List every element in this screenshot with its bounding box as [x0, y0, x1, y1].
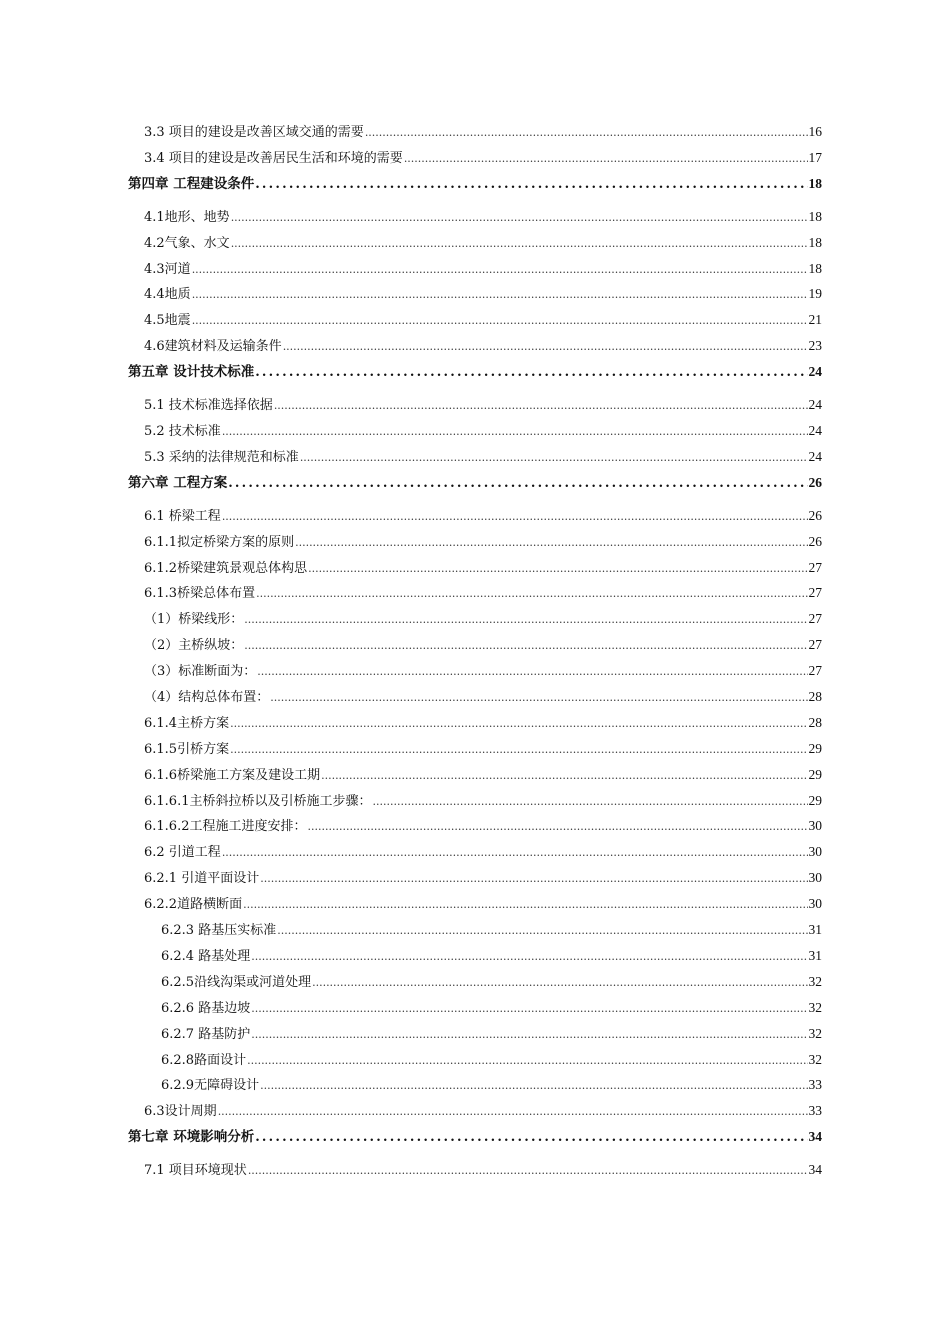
toc-entry-page: 29	[808, 740, 822, 756]
toc-entry[interactable]	[128, 286, 822, 303]
dot-leader	[255, 1130, 807, 1146]
toc-entry-page: 16	[808, 124, 822, 139]
toc-entry[interactable]	[128, 611, 822, 628]
toc-entry[interactable]	[128, 560, 822, 577]
toc-entry-title: 6.1.1拟定桥梁方案的原则	[144, 534, 295, 550]
toc-entry-title: 6.2.5沿线沟渠或河道处理	[161, 974, 312, 990]
dot-leader	[228, 476, 807, 492]
toc-entry-title: 6.2.7 路基防护	[161, 1026, 251, 1042]
toc-entry-title: 4.6建筑材料及运输条件	[144, 339, 282, 355]
dot-leader	[251, 949, 807, 965]
toc-entry[interactable]	[128, 689, 822, 706]
toc-entry[interactable]	[128, 124, 822, 141]
toc-entry-page: 30	[808, 844, 822, 860]
dot-leader	[365, 125, 808, 141]
toc-entry[interactable]	[128, 870, 822, 887]
toc-entry-title: 4.4地质	[144, 287, 191, 303]
toc-entry[interactable]	[128, 1077, 822, 1094]
dot-leader	[283, 339, 808, 355]
toc-entry-page: 31	[808, 922, 822, 938]
toc-entry[interactable]	[128, 948, 822, 965]
toc-entry-page: 31	[808, 947, 822, 963]
toc-entry[interactable]	[128, 397, 822, 414]
toc-chapter-entry[interactable]	[128, 475, 822, 492]
toc-entry-page: 32	[808, 1025, 822, 1041]
toc-entry-title: 6.1.2桥梁建筑景观总体构思	[144, 560, 308, 576]
toc-entry-title: （3）标准断面为：	[144, 664, 257, 680]
toc-entry-title: （2）主桥纵坡：	[144, 638, 244, 654]
dot-leader	[192, 313, 808, 329]
toc-entry-title: 6.2.2道路横断面	[144, 897, 243, 913]
toc-entry[interactable]	[128, 534, 822, 551]
toc-chapter-entry[interactable]	[128, 1129, 822, 1146]
toc-entry-title: 6.2.9无障碍设计	[161, 1078, 260, 1094]
toc-entry-page: 26	[808, 533, 822, 549]
toc-entry-page: 17	[808, 149, 822, 165]
toc-entry-page: 18	[808, 234, 822, 250]
toc-entry[interactable]	[128, 209, 822, 226]
toc-entry[interactable]	[128, 922, 822, 939]
dot-leader	[231, 236, 808, 252]
toc-entry[interactable]	[128, 1103, 822, 1120]
toc-entry[interactable]	[128, 449, 822, 466]
toc-entry[interactable]	[128, 896, 822, 913]
toc-entry-title: 第四章 工程建设条件	[128, 175, 255, 192]
toc-entry-page: 32	[808, 1051, 822, 1067]
toc-entry-title: 6.3设计周期	[144, 1104, 217, 1120]
toc-entry-page: 33	[808, 1077, 822, 1093]
toc-entry-page: 27	[808, 585, 822, 601]
toc-entry-title: 4.1地形、地势	[144, 209, 230, 225]
toc-entry-page: 29	[808, 792, 822, 808]
dot-leader	[251, 1027, 807, 1043]
toc-entry-title: 6.1.6桥梁施工方案及建设工期	[144, 767, 321, 783]
toc-entry-page: 28	[808, 714, 822, 730]
toc-entry-page: 30	[808, 818, 822, 834]
toc-entry-title: 6.2.3 路基压实标准	[161, 923, 277, 939]
toc-entry[interactable]	[128, 1000, 822, 1017]
dot-leader	[295, 535, 807, 551]
toc-entry-page: 28	[808, 689, 822, 705]
toc-entry[interactable]	[128, 741, 822, 758]
toc-entry-page: 32	[808, 973, 822, 989]
toc-entry-page: 19	[808, 286, 822, 302]
toc-entry[interactable]	[128, 1052, 822, 1069]
toc-entry[interactable]	[128, 235, 822, 252]
toc-chapter-entry[interactable]	[128, 364, 822, 381]
toc-entry-title: 6.1.6.2工程施工进度安排：	[144, 819, 307, 835]
toc-entry-title: 4.3河道	[144, 261, 191, 277]
toc-entry-title: 3.3 项目的建设是改善区域交通的需要	[144, 125, 364, 140]
toc-entry-title: 6.1 桥梁工程	[144, 508, 221, 524]
toc-entry-page: 27	[808, 663, 822, 679]
toc-entry[interactable]	[128, 663, 822, 680]
toc-entry-title: 6.2.1 引道平面设计	[144, 871, 260, 887]
toc-entry-title: 5.3 采纳的法律规范和标准	[144, 449, 299, 465]
dot-leader	[230, 716, 807, 732]
toc-entry[interactable]	[128, 1162, 822, 1179]
toc-entry-title: 4.5地震	[144, 313, 191, 329]
dot-leader	[321, 768, 807, 784]
toc-entry-page: 27	[808, 637, 822, 653]
toc-entry-page: 23	[808, 338, 822, 354]
dot-leader	[255, 177, 807, 193]
dot-leader	[277, 923, 807, 939]
toc-entry[interactable]	[128, 312, 822, 329]
dot-leader	[274, 398, 808, 414]
dot-leader	[231, 210, 808, 226]
dot-leader	[260, 871, 807, 887]
toc-entry-page: 34	[808, 1129, 822, 1145]
dot-leader	[222, 509, 808, 525]
dot-leader	[248, 1163, 808, 1179]
toc-entry[interactable]	[128, 844, 822, 861]
dot-leader	[255, 365, 807, 381]
dot-leader	[192, 287, 808, 303]
toc-entry[interactable]	[128, 423, 822, 440]
toc-entry-title: （4）结构总体布置：	[144, 690, 270, 706]
toc-entry-page: 18	[808, 175, 822, 191]
toc-entry-page: 27	[808, 559, 822, 575]
dot-leader	[243, 897, 807, 913]
dot-leader	[218, 1104, 808, 1120]
toc-entry-title: 6.1.4主桥方案	[144, 715, 230, 731]
toc-entry-title: 6.2 引道工程	[144, 845, 221, 861]
toc-entry-title: 5.2 技术标准	[144, 424, 221, 440]
toc-entry-title: 6.2.4 路基处理	[161, 948, 251, 964]
toc-entry-title: 6.1.3桥梁总体布置	[144, 586, 256, 602]
dot-leader	[307, 819, 807, 835]
toc-entry-title: （1）桥梁线形：	[144, 612, 244, 628]
toc-entry[interactable]	[128, 793, 822, 810]
dot-leader	[247, 1053, 807, 1069]
toc-entry-page: 34	[808, 1162, 822, 1178]
toc-entry-title: 7.1 项目环境现状	[144, 1163, 247, 1179]
toc-entry-title: 3.4 项目的建设是改善居民生活和环境的需要	[144, 150, 403, 166]
toc-entry-title: 6.1.6.1主桥斜拉桥以及引桥施工步骤：	[144, 793, 372, 809]
toc-entry-page: 18	[808, 260, 822, 276]
toc-entry[interactable]	[128, 150, 822, 167]
toc-entry-page: 24	[808, 397, 822, 413]
dot-leader	[257, 664, 807, 680]
toc-entry[interactable]	[128, 585, 822, 602]
toc-entry[interactable]	[128, 974, 822, 991]
dot-leader	[222, 424, 808, 440]
dot-leader	[251, 1001, 807, 1017]
toc-entry-title: 第五章 设计技术标准	[128, 364, 255, 381]
dot-leader	[260, 1078, 807, 1094]
dot-leader	[308, 561, 807, 577]
table-of-contents	[128, 124, 822, 1188]
toc-entry-title: 第七章 环境影响分析	[128, 1129, 255, 1146]
dot-leader	[372, 794, 807, 810]
dot-leader	[244, 638, 807, 654]
toc-entry-page: 24	[808, 423, 822, 439]
toc-entry-title: 4.2气象、水文	[144, 235, 230, 251]
toc-entry[interactable]	[128, 508, 822, 525]
dot-leader	[270, 690, 807, 706]
toc-entry-title: 6.2.6 路基边坡	[161, 1000, 251, 1016]
dot-leader	[230, 742, 807, 758]
toc-entry-page: 24	[808, 448, 822, 464]
toc-entry[interactable]	[128, 767, 822, 784]
toc-entry-page: 29	[808, 766, 822, 782]
toc-entry-title: 6.1.5引桥方案	[144, 741, 230, 757]
dot-leader	[222, 845, 808, 861]
dot-leader	[312, 975, 807, 991]
toc-entry-page: 27	[808, 611, 822, 627]
toc-entry-page: 21	[808, 312, 822, 328]
toc-entry-page: 30	[808, 896, 822, 912]
toc-entry[interactable]	[128, 637, 822, 654]
toc-entry-page: 26	[808, 474, 822, 490]
toc-entry[interactable]	[128, 338, 822, 355]
toc-entry[interactable]	[128, 261, 822, 278]
toc-entry-page: 30	[808, 870, 822, 886]
toc-entry-title: 5.1 技术标准选择依据	[144, 398, 273, 414]
toc-entry-page: 26	[808, 507, 822, 523]
dot-leader	[244, 612, 807, 628]
toc-entry[interactable]	[128, 1026, 822, 1043]
dot-leader	[256, 586, 807, 602]
toc-entry[interactable]	[128, 818, 822, 835]
dot-leader	[404, 151, 808, 167]
toc-entry-page: 24	[808, 364, 822, 380]
toc-entry-title: 第六章 工程方案	[128, 474, 228, 491]
toc-entry-title: 6.2.8路面设计	[161, 1052, 247, 1068]
toc-entry-page: 33	[808, 1103, 822, 1119]
toc-chapter-entry[interactable]	[128, 176, 822, 193]
toc-entry-page: 18	[808, 208, 822, 224]
dot-leader	[192, 262, 808, 278]
toc-entry-page: 32	[808, 999, 822, 1015]
dot-leader	[300, 450, 808, 466]
toc-entry[interactable]	[128, 715, 822, 732]
